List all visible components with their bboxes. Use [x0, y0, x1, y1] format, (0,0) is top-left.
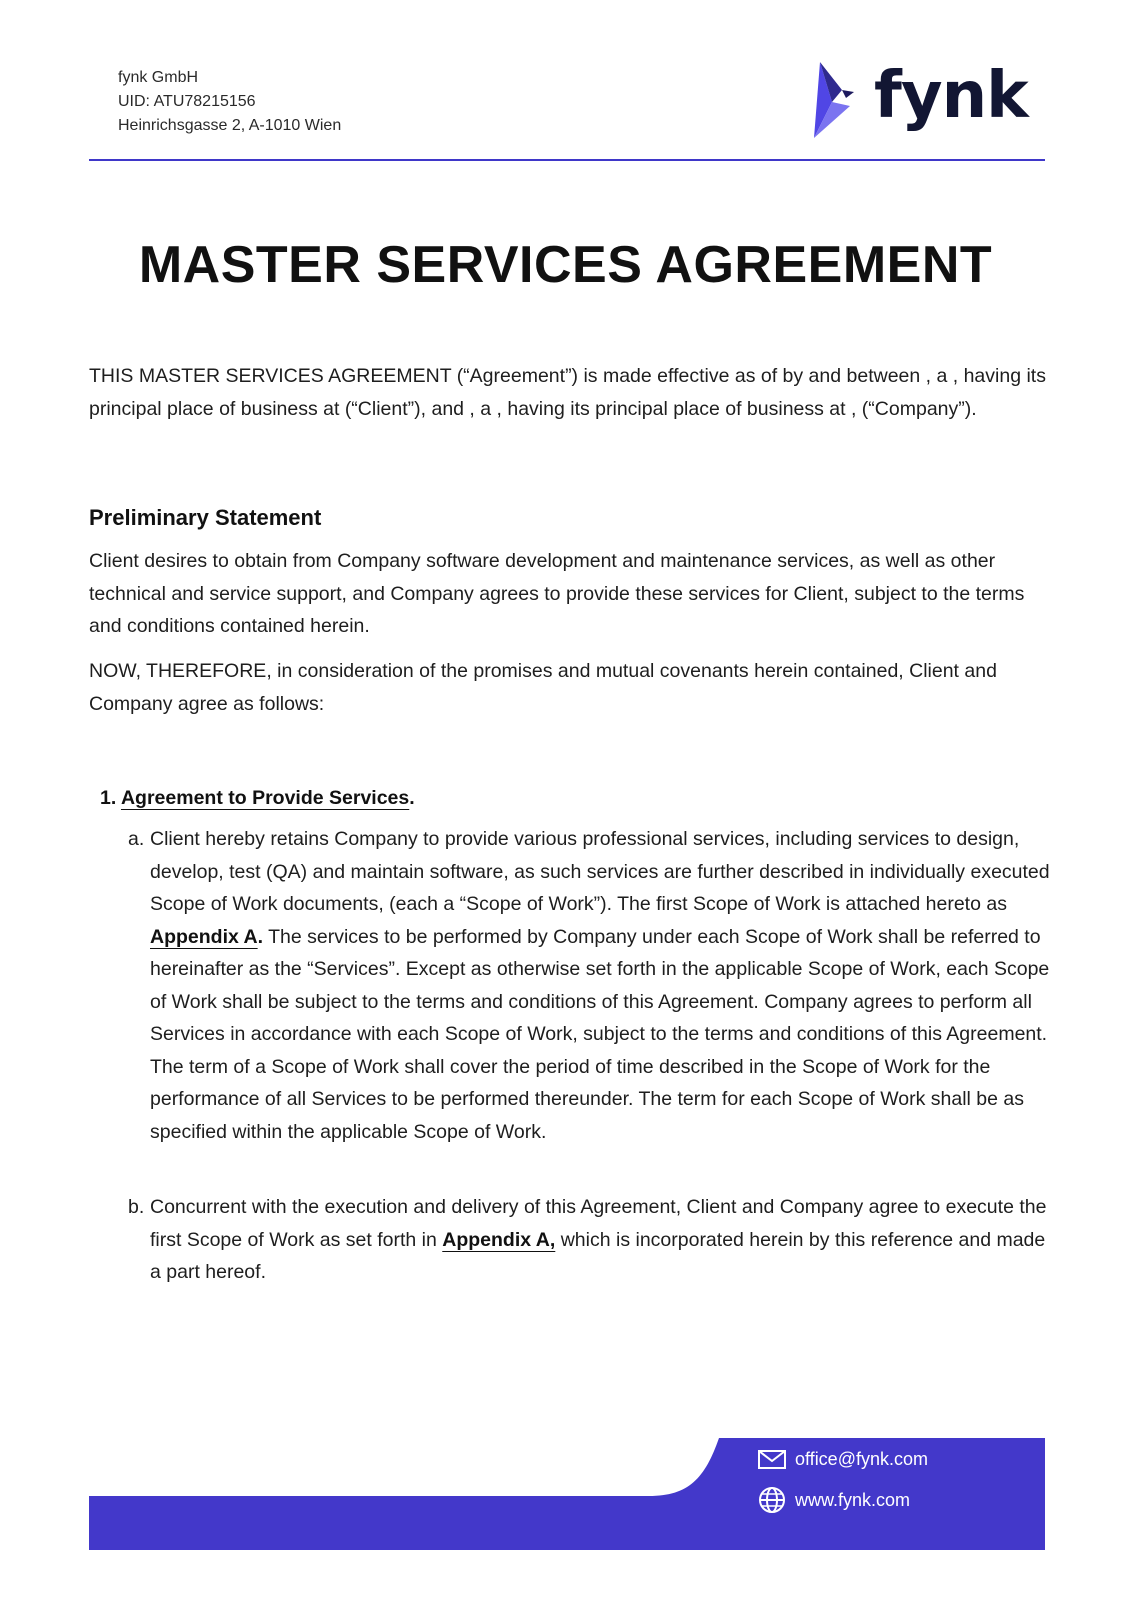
- appendix-a-reference[interactable]: Appendix A: [150, 925, 258, 948]
- company-address: Heinrichsgasse 2, A-1010 Wien: [118, 117, 342, 134]
- item-text-before: Concurrent with the execution and delivery of this Agreement, Client and Company agree to execute the first Scope of Work as set forth in: [150, 1196, 1047, 1251]
- envelope-icon: [757, 1444, 787, 1474]
- section-1-number: 1.: [100, 787, 117, 809]
- preliminary-heading: Preliminary Statement: [89, 505, 322, 530]
- company-uid: UID: ATU78215156: [118, 93, 256, 110]
- item-text: [150, 1191, 1050, 1289]
- preliminary-paragraph-2: NOW, THEREFORE, in consideration of the promises and mutual covenants herein contained, Client and Company agree as follows:: [89, 660, 997, 715]
- website-link[interactable]: www.fynk.com: [795, 1489, 911, 1510]
- footer-email[interactable]: [757, 1444, 928, 1474]
- company-name: fynk GmbH: [118, 69, 199, 86]
- header-divider: [89, 159, 1045, 161]
- footer-band: [89, 1438, 1045, 1550]
- preliminary-paragraph-1: Client desires to obtain from Company software development and maintenance services, as well as other technical and service support, and Company agrees to provide these services for Client, subject to the terms and conditions contained herein.: [89, 550, 1025, 637]
- fynk-logo: [810, 59, 1028, 142]
- section-1-heading: [100, 787, 415, 810]
- item-text: [150, 823, 1050, 1148]
- document-title: MASTER SERVICES AGREEMENT: [138, 236, 993, 294]
- item-text-before: Client hereby retains Company to provide various professional services, including services to design, develop, test (QA) and maintain software, as such services are further described in individually executed Scope of Work documents, (each a “Scope of Work”). The first Scope of Work is attached hereto as: [150, 828, 1050, 915]
- item-marker: b.: [128, 1196, 145, 1218]
- item-marker: a.: [128, 828, 145, 850]
- reference-punct: .: [257, 925, 264, 948]
- footer-website[interactable]: [757, 1485, 910, 1515]
- section-1-title: Agreement to Provide Services: [120, 787, 410, 809]
- bird-logo-icon: [810, 62, 874, 142]
- appendix-a-reference[interactable]: Appendix A,: [442, 1228, 556, 1251]
- section-1-title-end: .: [409, 787, 415, 809]
- email-link[interactable]: office@fynk.com: [795, 1448, 928, 1469]
- intro-paragraph: THIS MASTER SERVICES AGREEMENT (“Agreement”) is made effective as of by and between , a , having its principal place of business at (“Client”), and , a , having its principal place of business at , (“Company”).: [89, 365, 1046, 420]
- item-text-after: which is incorporated herein by this reference and made a part hereof.: [150, 1228, 1046, 1283]
- company-info: [118, 66, 341, 138]
- item-text-after: The services to be performed by Company under each Scope of Work shall be referred to hereinafter as the “Services”. Except as otherwise set forth in the applicable Scope of Work, each Scope of Work shall be subject to the terms and conditions of this Agreement. Company agrees to perform all Services in accordance with each Scope of Work, subject to the terms and conditions of this Agreement. The term of a Scope of Work shall cover the period of time described in the Scope of Work for the performance of all Services to be performed thereunder. The term for each Scope of Work shall be as specified within the applicable Scope of Work.: [150, 925, 1050, 1143]
- globe-icon: [757, 1485, 787, 1515]
- logo-wordmark: fynk: [874, 59, 1028, 133]
